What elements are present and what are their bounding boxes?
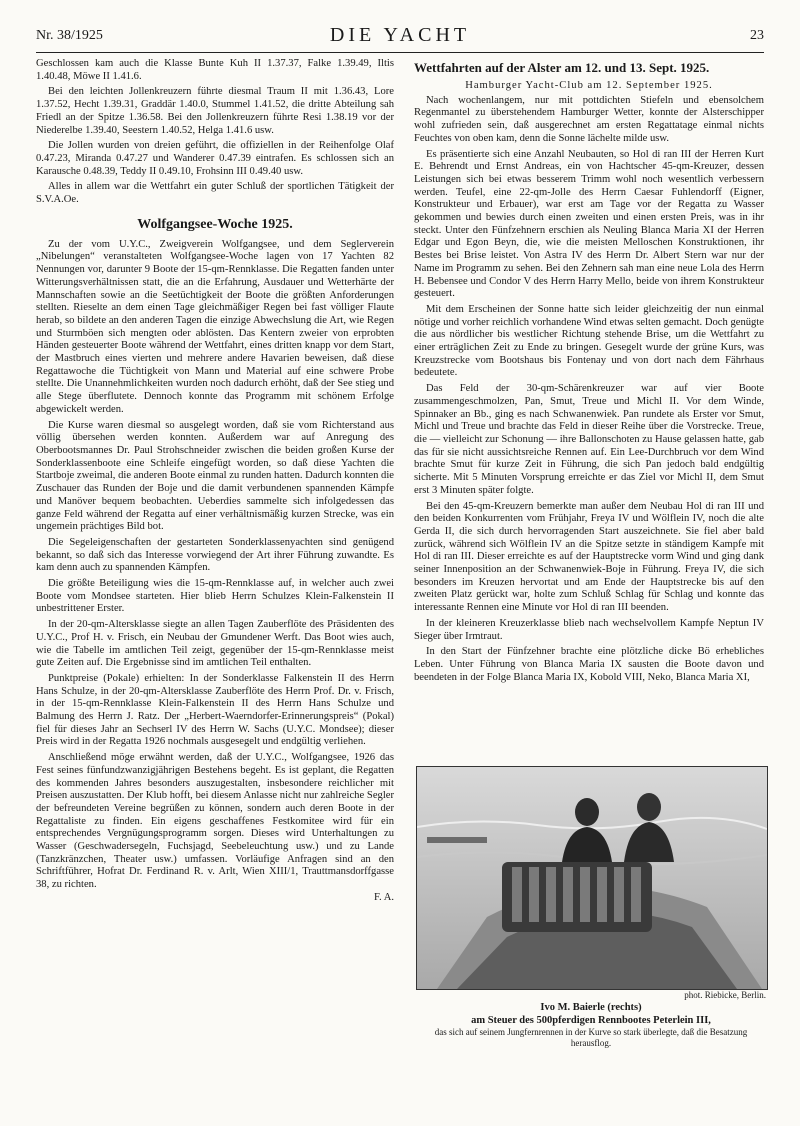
- paragraph: In der kleineren Kreuzerklasse blieb nach wechselvollem Kampfe Neptun IV Sieger über Irmtraut.: [414, 617, 764, 642]
- paragraph: Die Segeleigenschaften der gestarteten Sonderklassenyachten sind genügend bekannt, so daß sich das Interesse vorwiegend der Art ihrer Führung zuwandte. Es kam denn auch zu spannenden Kämpfen.: [36, 536, 394, 574]
- paragraph: Die Jollen wurden von dreien geführt, die offiziellen in der Reihenfolge Olaf 0.47.23, Miranda 0.47.27 und Wanderer 0.47.39 eintrafen. Es schlossen sich an Karausche 0.48.39, Teddy II 0.49.10, Frohsinn III 0.49.40 usw.: [36, 140, 394, 177]
- paragraph: Die größte Beteiligung wies die 15-qm-Rennklasse auf, in welcher auch zwei Boote vom Mondsee starteten. Hier blieb Herrn Schulzes Klein-Falkenstein II unbestrittener Erster.: [36, 578, 394, 615]
- photo-caption: [416, 1002, 766, 1049]
- photo-credit: phot. Riebicke, Berlin.: [684, 990, 766, 1000]
- paragraph: Es präsentierte sich eine Anzahl Neubauten, so Hol di ran III der Herren Kurt E. Behrendt und Ernst Andreas, ein von Hachtscher 45-qm-Kreuzer, dessen Leistungen sich bei etwas besserem Trimm wohl noch wesentlich verbessern werden. Teufel, eine 22-qm-Jolle des Herrn Caesar Fuhlendorff (Eigner, Konstrukteur und Erbauer), war erst am Tage vor der Regatta zu Wasser gekommen und bewies durch einen zweiten und einen ersten Preis, was in ihr steckt. Unter den Fünfzehnern erschien als Neuling Blanca Maria XI der Herren Edgar und Egon Beyn, die, wie die meisten Melloschen Konstruktionen, ihr Bestes bei Brise leistet. Von Astra IV des Herrn Dr. Albert Stern war nur der Name im Programm zu sehen. Bei den Zehnern sah man eine neue Lola des Herrn H. Bebensee und Condor V des Herrn Harry Mello, beide von ihrem Konstrukteur gesteuert.: [414, 148, 764, 300]
- page-header: [36, 22, 764, 48]
- caption-line: Ivo M. Baierle (rechts): [540, 1002, 642, 1013]
- paragraph: In der 20-qm-Altersklasse siegte an allen Tagen Zauberflöte des Präsidenten des U.Y.C., Prof H. v. Frisch, ein Neubau der Gmundener Werft. Das Boot wies auch, wie die Tabelle im amtlichen Teil zeigt, gegenüber der 15-qm-Rennklasse meist gute Zeiten auf. Die Ergebnisse sind im amtlichen Teil enthalten.: [36, 619, 394, 669]
- paragraph: Zu der vom U.Y.C., Zweigverein Wolfgangsee, und dem Seglerverein „Nibelungen“ veranstalteten Wolfgangsee-Woche lagen von 17 Yachten 82 Nennungen vor, darunter 9 Boote der 15-qm-Rennklasse. Die Regatten fanden unter Witterungsverhältnissen statt, die an die Erfahrung, Ausdauer und Wetterhärte der Mannschaften sowie an die Seetüchtigkeit der Boote die größten Anforderungen stellten. Rieselte an dem einen Tage gleichmäßiger Regen bei fast völliger Flaute herab, so bildete an den anderen Tagen die einzige Abwechslung die Art, wie Regen und Sturmböen sich mengten oder ablösten. Das Kentern zweier von erprobten Händen gesteuerter Boote während der Wettfahrt, eines dritten knapp vor dem Start, der Mastbruch eines vierten und mehrere andere Havarien beweisen, daß diese Regattawoche die Tüchtigkeit von Mann und Material auf eine schwere Probe stellte. Die Unannehmlichkeiten wurden noch dadurch erhöht, daß der See stieg und alle Stege überflutete. Dennoch konnte das Programm mit schönem Erfolge abgewickelt werden.: [36, 238, 394, 415]
- paragraph: Punktpreise (Pokale) erhielten: In der Sonderklasse Falkenstein II des Herrn Hans Schulze, in der 20-qm-Altersklasse Zauberflöte des Herrn Prof. Dr. v. Frisch, in der 15-qm-Rennklasse Klein-Falkenstein II des Herrn Hans Schulze und Balmung des Herrn J. Ratz. Der „Herbert-Waerndorfer-Erinnerungspreis“ (Pokal) fiel für dieses Jahr an Sechserl IV des Herrn W. Sachs (U.Y.C. Mondsee); dieser Preis wird in der Regatta 1926 nochmals ausgesegelt und endgültig verliehen.: [36, 672, 394, 748]
- page-number: 23: [750, 28, 764, 43]
- section-heading: Wolfgangsee-Woche 1925.: [137, 216, 293, 232]
- right-column: [414, 58, 764, 687]
- section-heading: Wettfahrten auf der Alster am 12. und 13. Sept. 1925.: [414, 60, 710, 75]
- paragraph: Alles in allem war die Wettfahrt ein guter Schluß der sportlichen Tätigkeit der S.V.A.Oe.: [36, 181, 394, 206]
- paragraph: Nach wochenlangem, nur mit pottdichten Stiefeln und ebensolchem Regenmantel zu überstehendem Hamburger Wetter, konnte der Alsterschipper wohl zufrieden sein, daß ausgerechnet am ersten Regattatage einmal nichts Feuchtes von oben kam, denn die Sonne lächelte milde usw.: [414, 94, 764, 144]
- speedboat-photo: [416, 766, 768, 990]
- left-column: [36, 58, 394, 905]
- header-rule: [36, 52, 764, 53]
- paragraph: Bei den 45-qm-Kreuzern bemerkte man außer dem Neubau Hol di ran III und den beiden Konkurrenten vom Frühjahr, Freya IV und Wölflein IV, noch die alte Gerda II, die sich durch hervorragenden Start auszeichnete. Sie fiel aber bald zurück, während sich Wölflein IV an die Spitze setzte in ständigem Kampfe mit Hol di ran III. Dieser erreichte es auf der Hauptstrecke vorm Wind und ging dank seiner Innenposition an der Schwanenwiek-Boje in Führung. Freya IV, die sich besonders im Kreuzen hervortat und am Ende der Hauptstrecke bis auf den zweiten Platz gerückt war, holte zum Schluß Schlag für Schlag und konnte das interessante Rennen eine Minute vor Hol di ran III beenden.: [414, 500, 764, 614]
- issue-number: Nr. 38/1925: [36, 28, 103, 43]
- author-signature: F. A.: [373, 891, 394, 903]
- paragraph: Bei den leichten Jollenkreuzern führte diesmal Traum II mit 1.36.43, Lore 1.37.52, Hecht 1.39.31, Graddär 1.40.0, Stummel 1.41.52, die dritte Abteilung sah Friedl an der Spitze 1.36.58. Bei den Jollenkreuzern führte Resi 1.38.19 vor der Niederelbe 1.39.40, Seestern 1.40.52, Helga 1.41.6 usw.: [36, 86, 394, 136]
- caption-line: am Steuer des 500pferdigen Rennbootes Peterlein III,: [471, 1014, 711, 1026]
- paragraph: Das Feld der 30-qm-Schärenkreuzer war auf vier Boote zusammengeschmolzen, Pan, Smut, Treue und Michl II. Vor dem Winde, Spinnaker an Bb., ging es nach Schwanenwiek. Pan rundete als Erster vor Smut, Michl und Treue und brachte das Feld in dieser Reihe über die Vorstrecke. Treue, die — vielleicht zur Schonung — ihre Ballonschoten zu Hause gelassen hatte, gab das für sie nicht aussichtsreiche Rennen auf. Ein Lee-Durchbruch vor dem Wind brachte Smut für kurze Zeit in Führung, die sich Pan jedoch bald endgültig sicherte. Mit 5 Minuten Vorsprung erreichte er das Ziel vor Michl II, dem Smut erst 3 Minuten später folgte.: [414, 383, 764, 496]
- paragraph: In den Start der Fünfzehner brachte eine plötzliche dicke Bö erhebliches Leben. Unter Führung von Blanca Maria IX sausten die Boote davon und beendeten in der Folge Blanca Maria IX, Kobold VIII, Neko, Blanca Maria XI,: [414, 646, 764, 683]
- section-subheading: Hamburger Yacht-Club am 12. September 1925.: [465, 80, 713, 91]
- paragraph: Anschließend möge erwähnt werden, daß der U.Y.C., Wolfgangsee, 1926 das Fest seines fünfundzwanzigjährigen Bestehens begeht. Es ist geplant, die Regatten des kommenden Jahres besonders auszugestalten, insbesondere reichlicher mit Preisen auszustatten. Der Klub hofft, bei diesem Anlasse nicht nur zahlreiche Segler der befreundeten Vereine begrüßen zu können, sondern auch deren Boote in der Regattaliste zu finden. Ein eigens geschaffenes Festkomitee wird für ein entsprechendes Vergnügungsprogramm sorgen. Dieses wird Unterhaltungen zu Wasser (Geschwadersegeln, Fuchsjagd, Seebeleuchtung usw.) und zu Lande (Tanzkränzchen, Theater usw.) umfassen. Vorläufige Anfragen sind an den Schriftführer, Hofrat Dr. Ferdinand R. v. Arlt, Wien XIII/1, Trauttmansdorffgasse 38, zu richten.: [36, 752, 394, 891]
- caption-line: das sich auf seinem Jungfernrennen in der Kurve so stark überlegte, daß die Besatzung herausflog.: [434, 1027, 748, 1048]
- paragraph: Geschlossen kam auch die Klasse Bunte Kuh II 1.37.37, Falke 1.39.49, Iltis 1.40.48, Möwe II 1.41.6.: [36, 58, 394, 82]
- journal-title: DIE YACHT: [329, 24, 471, 46]
- paragraph: Die Kurse waren diesmal so ausgelegt worden, daß sie vom Richterstand aus völlig übersehen werden konnten. Außerdem war auf Anregung des Oberbootsmannes Dr. Paul Strohschneider zwischen die beiden großen Kurse der Sonderklassenboote eine Schleife eingefügt worden, so daß diese Yachten die Startboje zweimal, die anderen Boote einmal zu runden hatten. Dadurch konnten die Zuschauer das Runden der Boje und die damit verbundenen spannenden Kämpfe und Manöver bequem beobachten. Ueberdies sammelte sich infolgedessen das ganze Feld während der Regatta auf einer verhältnismäßig kurzen Strecke, was ein ungemein prächtiges Bild bot.: [36, 419, 395, 533]
- photo-illustration: [417, 767, 767, 989]
- paragraph: Mit dem Erscheinen der Sonne hatte sich leider gleichzeitig der nun einmal nötige und vorher reichlich vorhandene Wind etwas selten gemacht. Doch genügte die aus nördlicher bis westlicher Richtung stehende Brise, um die Wettfahrt zu einer erträglichen Zeit zu Ende zu bringen. Gesegelt wurde der grüne Kurs, was Kreuzstrecke vom Bootshaus bis Fontenay und von dort nach dem Fährhaus bedeutete.: [414, 303, 764, 379]
